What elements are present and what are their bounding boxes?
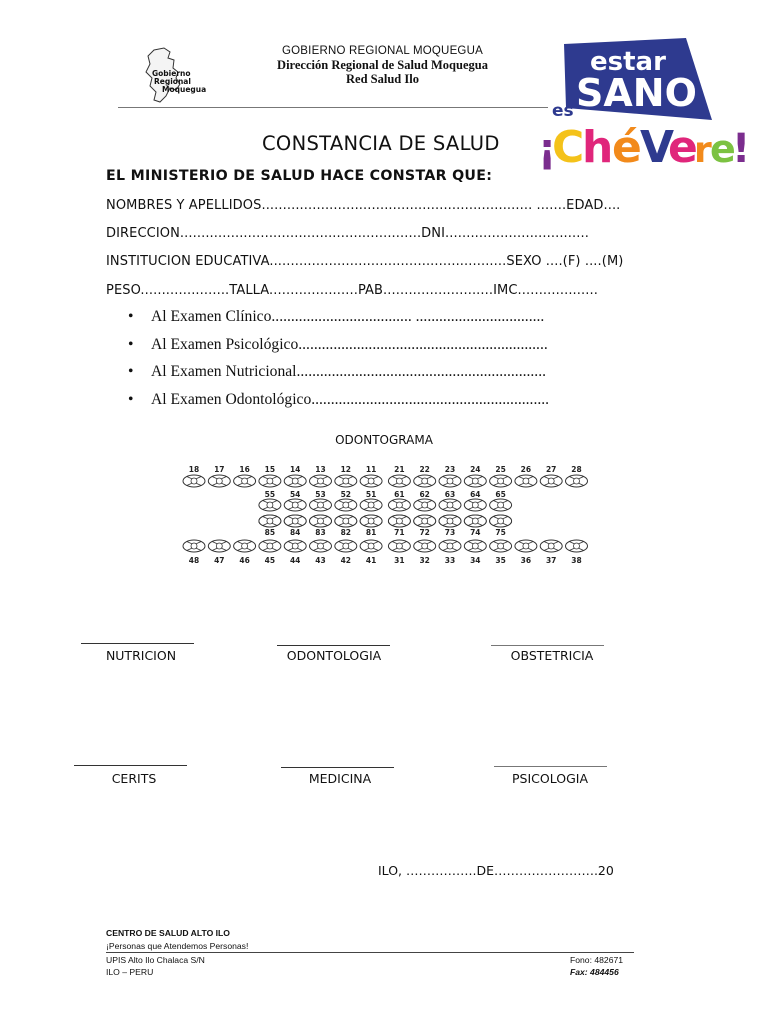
footer-center-name: CENTRO DE SALUD ALTO ILO <box>106 928 230 938</box>
lower-primary-number-82: 82 <box>340 528 352 537</box>
lower-primary-tooth-72 <box>414 515 436 527</box>
signature-line-psychology <box>494 766 607 767</box>
upper-permanent-tooth-21 <box>388 475 410 487</box>
lower-primary-tooth-84 <box>284 515 306 527</box>
svg-text:e: e <box>710 127 736 171</box>
upper-permanent-tooth-26 <box>515 475 537 487</box>
upper-permanent-number-25: 25 <box>495 465 506 474</box>
lower-permanent-tooth-33 <box>439 540 461 552</box>
odontogram-title: ODONTOGRAMA <box>335 433 433 447</box>
upper-permanent-tooth-12 <box>335 475 357 487</box>
signature-line-nutrition <box>81 643 194 644</box>
upper-permanent-tooth-16 <box>234 475 256 487</box>
lower-primary-number-84: 84 <box>289 528 301 537</box>
logo-text-1: Gobierno <box>152 69 191 78</box>
field-address-dni: DIRECCION.........................................................DNI.................................. <box>106 226 589 241</box>
list-item <box>128 363 549 391</box>
signature-label-medicine: MEDICINA <box>308 771 372 786</box>
upper-permanent-number-23: 23 <box>444 465 456 474</box>
lower-permanent-number-31: 31 <box>394 556 405 565</box>
lower-permanent-tooth-32 <box>414 540 436 552</box>
lower-primary-number-75: 75 <box>495 528 506 537</box>
lower-permanent-number-43: 43 <box>315 556 326 565</box>
upper-permanent-tooth-17 <box>208 475 230 487</box>
lower-permanent-tooth-31 <box>388 540 410 552</box>
upper-primary-number-61: 61 <box>394 490 405 499</box>
list-item <box>128 336 549 364</box>
upper-primary-number-55: 55 <box>264 490 276 499</box>
upper-primary-number-64: 64 <box>470 490 481 499</box>
lower-permanent-number-48: 48 <box>188 556 200 565</box>
lower-permanent-number-32: 32 <box>419 556 430 565</box>
lower-primary-number-83: 83 <box>315 528 326 537</box>
svg-text:V: V <box>640 122 675 173</box>
upper-primary-tooth-62-0 <box>414 499 436 511</box>
brand-sano: SANO <box>576 71 697 115</box>
upper-permanent-tooth-25 <box>490 475 512 487</box>
upper-primary-tooth-55-0 <box>259 499 281 511</box>
upper-permanent-tooth-23 <box>439 475 461 487</box>
lower-permanent-number-45: 45 <box>264 556 276 565</box>
upper-permanent-tooth-22 <box>414 475 436 487</box>
lower-primary-tooth-75 <box>490 515 512 527</box>
upper-permanent-tooth-13 <box>310 475 332 487</box>
signature-line-medicine <box>281 767 394 768</box>
signature-label-nutrition: NUTRICION <box>105 648 177 663</box>
document-title: CONSTANCIA DE SALUD <box>262 132 500 155</box>
footer-motto: ¡Personas que Atendemos Personas! <box>106 941 249 951</box>
upper-permanent-number-18: 18 <box>188 465 200 474</box>
svg-text:!: ! <box>732 126 751 172</box>
lower-primary-tooth-81 <box>360 515 382 527</box>
footer-divider <box>106 952 634 953</box>
letterhead <box>230 44 535 86</box>
lower-permanent-tooth-47 <box>208 540 230 552</box>
upper-permanent-number-26: 26 <box>520 465 532 474</box>
upper-primary-number-52: 52 <box>340 490 352 499</box>
letterhead-line-2: Dirección Regional de Salud Moquegua <box>277 58 488 72</box>
header-divider <box>118 107 548 108</box>
upper-permanent-number-12: 12 <box>340 465 352 474</box>
list-item <box>128 391 549 419</box>
exam-psychological: Al Examen Psicológico................................................................ <box>151 335 548 353</box>
upper-primary-number-53: 53 <box>315 490 326 499</box>
lower-permanent-tooth-38 <box>566 540 588 552</box>
lower-permanent-tooth-48 <box>183 540 205 552</box>
lower-permanent-tooth-42 <box>335 540 357 552</box>
brand-slogan-text: ¡ChéVere! <box>536 36 541 37</box>
field-measurements: PESO.....................TALLA.....................PAB..........................IMC................... <box>106 283 598 298</box>
logo-text-3: Moquegua <box>162 85 207 94</box>
upper-primary-number-65: 65 <box>495 490 506 499</box>
lower-permanent-number-41: 41 <box>365 556 377 565</box>
upper-permanent-tooth-11 <box>360 475 382 487</box>
upper-primary-tooth-52-0 <box>335 499 357 511</box>
upper-permanent-number-28: 28 <box>571 465 582 474</box>
lower-primary-number-74: 74 <box>470 528 481 537</box>
upper-permanent-number-17: 17 <box>214 465 225 474</box>
upper-permanent-number-22: 22 <box>419 465 430 474</box>
svg-text:h: h <box>582 122 614 173</box>
lower-permanent-tooth-44 <box>284 540 306 552</box>
signature-label-psychology: PSICOLOGIA <box>511 771 588 786</box>
upper-primary-tooth-63-0 <box>439 499 461 511</box>
lower-permanent-number-46: 46 <box>239 556 250 565</box>
lower-permanent-number-47: 47 <box>214 556 225 565</box>
footer-address: UPIS Alto Ilo Chalaca S/N <box>106 955 205 965</box>
lower-permanent-number-33: 33 <box>444 556 456 565</box>
upper-primary-tooth-51-0 <box>360 499 382 511</box>
upper-primary-tooth-53-0 <box>310 499 332 511</box>
lower-primary-number-85: 85 <box>264 528 276 537</box>
bullet-icon: • <box>128 363 134 380</box>
upper-permanent-number-24: 24 <box>470 465 481 474</box>
footer-city: ILO – PERU <box>106 967 154 977</box>
lower-primary-tooth-74 <box>464 515 486 527</box>
brand-es: es <box>552 101 574 121</box>
lower-permanent-number-34: 34 <box>470 556 481 565</box>
upper-permanent-number-27: 27 <box>545 465 557 474</box>
date-place-line: ILO, ……………..DE…………………….20 <box>378 863 614 878</box>
svg-text:é: é <box>612 122 642 173</box>
signature-label-dentistry: ODONTOLOGIA <box>286 648 382 663</box>
svg-text:e: e <box>668 122 698 173</box>
lower-permanent-number-36: 36 <box>520 556 532 565</box>
exam-list <box>128 308 549 418</box>
lower-primary-tooth-71 <box>388 515 410 527</box>
letterhead-line-3: Red Salud Ilo <box>346 72 419 86</box>
upper-permanent-tooth-24 <box>464 475 486 487</box>
upper-primary-number-63: 63 <box>444 490 456 499</box>
signature-line-cerits <box>74 765 187 766</box>
field-name-age: NOMBRES Y APELLIDOS................................................................ .......EDAD.... <box>106 198 621 213</box>
signature-line-obstetrics <box>491 645 604 646</box>
odontogram-chart <box>180 462 604 570</box>
upper-permanent-tooth-28 <box>566 475 588 487</box>
upper-permanent-tooth-14 <box>284 475 306 487</box>
lower-permanent-tooth-36 <box>515 540 537 552</box>
bullet-icon: • <box>128 335 134 353</box>
upper-permanent-number-14: 14 <box>289 465 301 474</box>
upper-permanent-tooth-27 <box>540 475 562 487</box>
regional-government-logo <box>140 46 206 106</box>
exam-nutritional: Al Examen Nutricional................................................................ <box>151 363 546 380</box>
lower-permanent-number-38: 38 <box>571 556 582 565</box>
upper-permanent-number-15: 15 <box>264 465 276 474</box>
svg-text:¡: ¡ <box>538 126 557 172</box>
lower-permanent-number-35: 35 <box>495 556 506 565</box>
estar-sano-brand-logo <box>536 36 751 173</box>
lower-permanent-tooth-46 <box>234 540 256 552</box>
upper-primary-tooth-61-0 <box>388 499 410 511</box>
lower-permanent-number-37: 37 <box>545 556 557 565</box>
lower-permanent-number-44: 44 <box>289 556 301 565</box>
upper-primary-tooth-65-0 <box>490 499 512 511</box>
lower-primary-number-81: 81 <box>365 528 377 537</box>
bullet-icon: • <box>128 390 134 408</box>
lower-permanent-tooth-37 <box>540 540 562 552</box>
signature-label-obstetrics: OBSTETRICIA <box>510 648 594 663</box>
lower-permanent-tooth-34 <box>464 540 486 552</box>
lower-primary-tooth-85 <box>259 515 281 527</box>
upper-permanent-number-16: 16 <box>239 465 250 474</box>
upper-permanent-number-13: 13 <box>315 465 326 474</box>
lower-primary-number-73: 73 <box>444 528 456 537</box>
svg-text:C: C <box>552 122 585 173</box>
document-subtitle: EL MINISTERIO DE SALUD HACE CONSTAR QUE: <box>106 168 493 184</box>
letterhead-line-1: GOBIERNO REGIONAL MOQUEGUA <box>282 45 483 57</box>
lower-permanent-tooth-35 <box>490 540 512 552</box>
exam-dental: Al Examen Odontológico............................................................. <box>151 390 550 408</box>
lower-primary-number-72: 72 <box>419 528 430 537</box>
lower-primary-number-71: 71 <box>394 528 405 537</box>
lower-permanent-tooth-43 <box>310 540 332 552</box>
list-item <box>128 308 549 336</box>
signature-line-dentistry <box>277 645 390 646</box>
brand-estar: estar <box>590 47 666 77</box>
upper-permanent-tooth-15 <box>259 475 281 487</box>
footer-fax: Fax: 484456 <box>570 967 619 977</box>
lower-permanent-number-42: 42 <box>340 556 352 565</box>
upper-permanent-tooth-18 <box>183 475 205 487</box>
field-school-sex: INSTITUCION EDUCATIVA........................................................SEXO ....(F) ....(M) <box>106 254 624 269</box>
upper-primary-number-62: 62 <box>419 490 430 499</box>
lower-primary-tooth-82 <box>335 515 357 527</box>
bullet-icon: • <box>128 308 134 325</box>
logo-text-2: Regional <box>154 77 191 86</box>
upper-primary-number-51: 51 <box>365 490 377 499</box>
exam-clinical: Al Examen Clínico.................................... ................................. <box>151 308 545 325</box>
lower-permanent-tooth-45 <box>259 540 281 552</box>
upper-primary-tooth-54-0 <box>284 499 306 511</box>
lower-primary-tooth-73 <box>439 515 461 527</box>
upper-primary-number-54: 54 <box>289 490 301 499</box>
upper-permanent-number-21: 21 <box>394 465 405 474</box>
svg-text:r: r <box>694 130 712 171</box>
upper-permanent-number-11: 11 <box>365 465 377 474</box>
signature-label-cerits: CERITS <box>111 771 157 786</box>
lower-primary-tooth-83 <box>310 515 332 527</box>
lower-permanent-tooth-41 <box>360 540 382 552</box>
footer-phone: Fono: 482671 <box>570 955 624 965</box>
upper-primary-tooth-64-0 <box>464 499 486 511</box>
